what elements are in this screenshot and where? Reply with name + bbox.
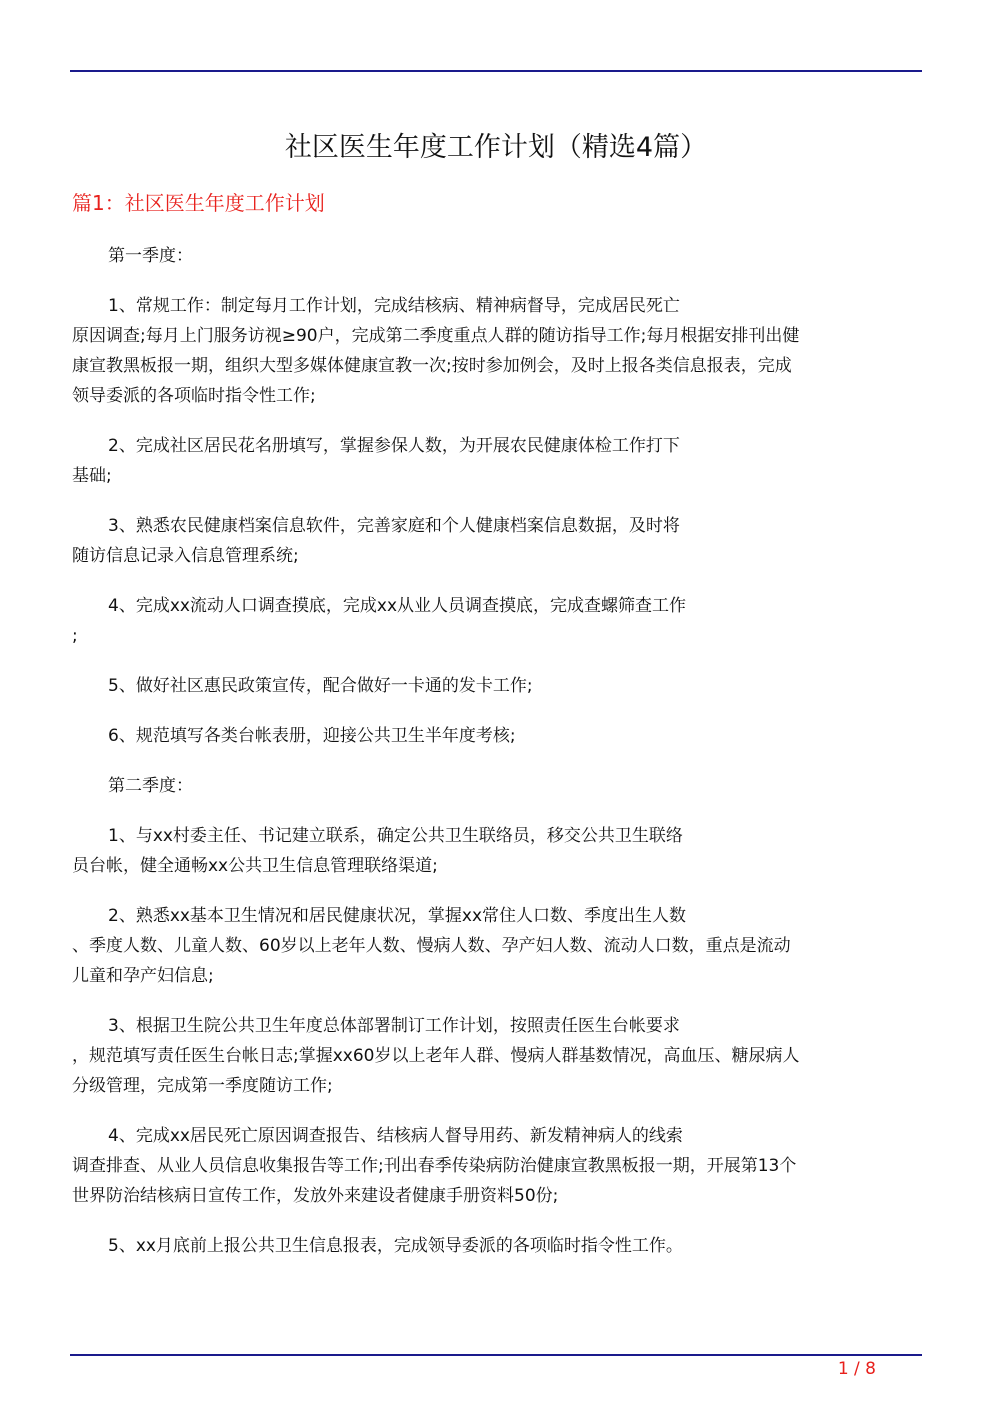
paragraph-line: 员台帐，健全通畅xx公共卫生信息管理联络渠道; [72, 856, 438, 876]
paragraph [72, 821, 920, 881]
paragraph-line: 分级管理，完成第一季度随访工作; [72, 1076, 333, 1096]
header-rule [70, 70, 922, 72]
paragraph [72, 671, 920, 701]
paragraph-line: 领导委派的各项临时指令性工作; [72, 386, 316, 406]
paragraph-line: 2、熟悉xx基本卫生情况和居民健康状况，掌握xx常住人口数、季度出生人数 [108, 906, 687, 926]
paragraph [72, 1121, 920, 1211]
paragraph-line: 第一季度： [108, 246, 193, 266]
paragraph-line: 第二季度： [108, 776, 193, 796]
page-number: 1 / 8 [837, 1359, 876, 1379]
paragraph-line: 基础; [72, 466, 112, 486]
paragraph-line: 4、完成xx流动人口调查摸底，完成xx从业人员调查摸底，完成查螺筛查工作 [108, 596, 687, 616]
paragraph [72, 721, 920, 751]
paragraph-line: 调查排查、从业人员信息收集报告等工作;刊出春季传染病防治健康宣教黑板报一期，开展第13个 [72, 1156, 797, 1176]
paragraph [72, 431, 920, 491]
paragraph [72, 291, 920, 411]
paragraph-line: ; [72, 626, 78, 646]
paragraph [72, 591, 920, 651]
paragraph-line: 儿童和孕产妇信息; [72, 966, 214, 986]
paragraph [72, 1231, 920, 1261]
paragraph-line: 原因调查;每月上门服务访视≥90户，完成第二季度重点人群的随访指导工作;每月根据安排刊出健 [72, 326, 800, 346]
paragraph-line: 1、与xx村委主任、书记建立联系，确定公共卫生联络员，移交公共卫生联络 [108, 826, 683, 846]
footer-rule [70, 1354, 922, 1356]
paragraph-line: 1、常规工作：制定每月工作计划，完成结核病、精神病督导，完成居民死亡 [108, 296, 680, 316]
paragraph-line: 5、做好社区惠民政策宣传，配合做好一卡通的发卡工作; [108, 676, 533, 696]
paragraph [72, 901, 920, 991]
paragraph-line: 5、xx月底前上报公共卫生信息报表，完成领导委派的各项临时指令性工作。 [108, 1236, 683, 1256]
paragraph-line: ，规范填写责任医生台帐日志;掌握xx60岁以上老年人群、慢病人群基数情况，高血压、糖尿病人 [72, 1046, 800, 1066]
paragraph-line: 2、完成社区居民花名册填写，掌握参保人数，为开展农民健康体检工作打下 [108, 436, 680, 456]
paragraph [72, 241, 920, 271]
section-heading: 篇1：社区医生年度工作计划 [72, 191, 325, 215]
paragraph-line: 随访信息记录入信息管理系统; [72, 546, 299, 566]
document-title: 社区医生年度工作计划（精选4篇） [284, 132, 708, 163]
paragraph-line: 世界防治结核病日宣传工作，发放外来建设者健康手册资料50份; [72, 1186, 559, 1206]
paragraph-line: 康宣教黑板报一期，组织大型多媒体健康宣教一次;按时参加例会，及时上报各类信息报表，完成 [72, 356, 792, 376]
document-body [72, 241, 920, 1281]
paragraph-line: 6、规范填写各类台帐表册，迎接公共卫生半年度考核; [108, 726, 516, 746]
paragraph [72, 771, 920, 801]
paragraph-line: 4、完成xx居民死亡原因调查报告、结核病人督导用药、新发精神病人的线索 [108, 1126, 683, 1146]
paragraph [72, 511, 920, 571]
paragraph-line: 3、熟悉农民健康档案信息软件，完善家庭和个人健康档案信息数据，及时将 [108, 516, 680, 536]
paragraph-line: 3、根据卫生院公共卫生年度总体部署制订工作计划，按照责任医生台帐要求 [108, 1016, 680, 1036]
paragraph [72, 1011, 920, 1101]
paragraph-line: 、季度人数、儿童人数、60岁以上老年人数、慢病人数、孕产妇人数、流动人口数，重点是流动 [72, 936, 791, 956]
